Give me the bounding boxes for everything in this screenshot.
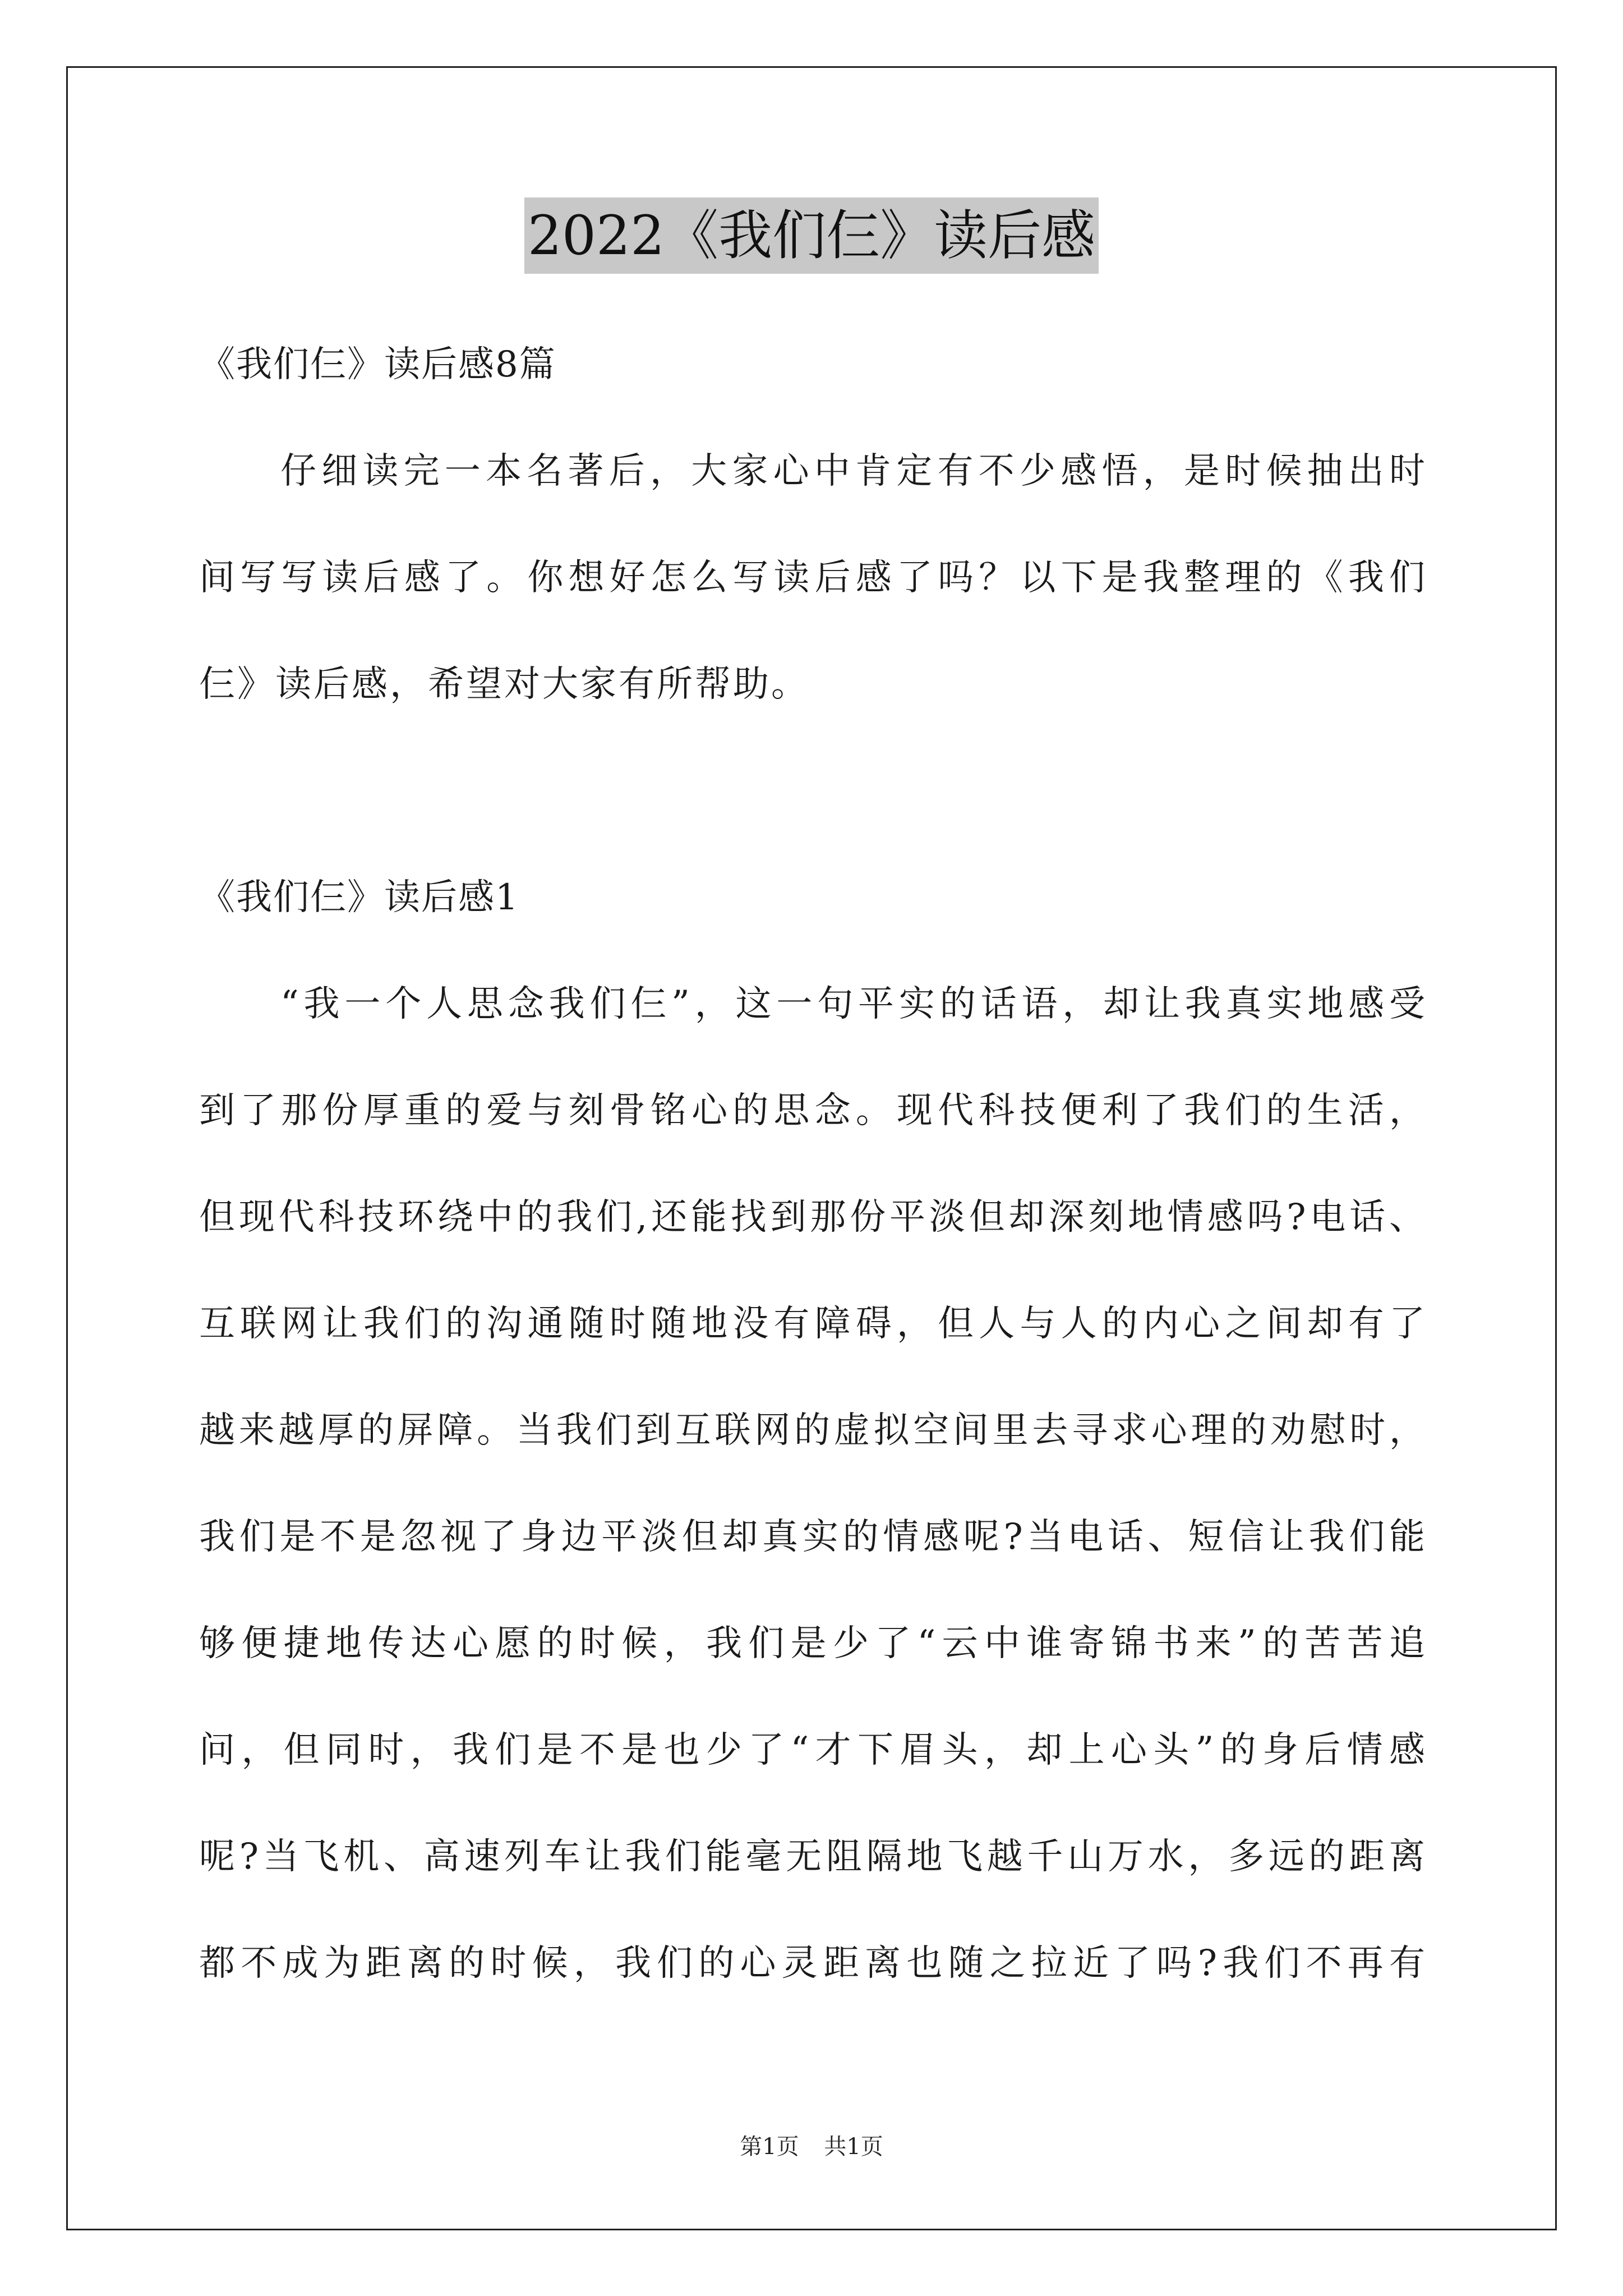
intro-line: 仨》读后感，希望对大家有所帮助。 — [199, 664, 809, 705]
body-line: 到了那份厚重的爱与刻骨铭心的思念。现代科技便利了我们的生活， — [199, 1090, 1427, 1131]
body-line: 但现代科技环绕中的我们,还能找到那份平淡但却深刻地情感吗?电话、 — [199, 1197, 1427, 1238]
body-line: 问，但同时，我们是不是也少了“才下眉头，却上心头”的身后情感 — [199, 1729, 1427, 1771]
document-title: 2022《我们仨》读后感 — [524, 197, 1099, 274]
title-container — [0, 197, 1623, 274]
intro-line: 仔细读完一本名著后，大家心中肯定有不少感悟，是时候抽出时 — [280, 450, 1427, 492]
page-total: 共1页 — [824, 2134, 883, 2160]
section-heading: 《我们仨》读后感1 — [199, 877, 519, 918]
paragraph-gap — [199, 738, 1427, 844]
body-line: 都不成为距离的时候，我们的心灵距离也随之拉近了吗?我们不再有 — [199, 1943, 1427, 1984]
body-line: 我们是不是忽视了身边平淡但却真实的情感呢?当电话、短信让我们能 — [199, 1516, 1427, 1558]
subtitle: 《我们仨》读后感8篇 — [199, 344, 556, 385]
page-footer — [0, 2129, 1623, 2161]
body-line: 呢?当飞机、高速列车让我们能毫无阻隔地飞越千山万水，多远的距离 — [199, 1836, 1427, 1878]
document-body — [199, 311, 1427, 2017]
body-line: 互联网让我们的沟通随时随地没有障碍，但人与人的内心之间却有了 — [199, 1303, 1427, 1345]
intro-line: 间写写读后感了。你想好怎么写读后感了吗？以下是我整理的《我们 — [199, 557, 1427, 599]
body-line: 够便捷地传达心愿的时候，我们是少了“云中谁寄锦书来”的苦苦追 — [199, 1623, 1427, 1664]
body-line: 越来越厚的屏障。当我们到互联网的虚拟空间里去寻求心理的劝慰时， — [199, 1410, 1427, 1451]
body-line: “我一个人思念我们仨”，这一句平实的话语，却让我真实地感受 — [280, 983, 1427, 1025]
page-number: 第1页 — [740, 2134, 799, 2160]
